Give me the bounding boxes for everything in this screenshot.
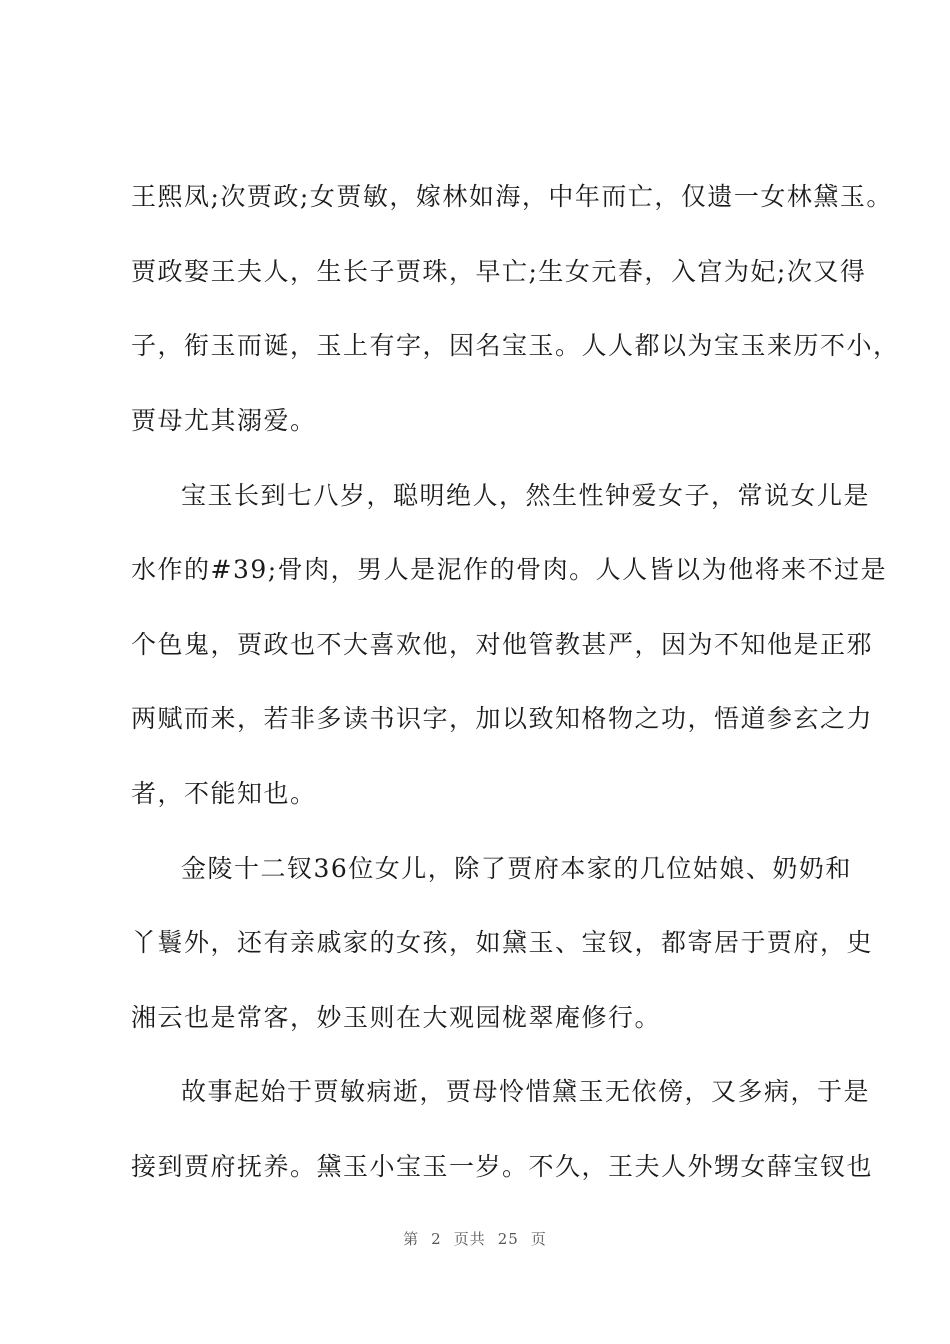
text-line: 个色鬼，贾政也不大喜欢他，对他管教甚严，因为不知他是正邪 bbox=[131, 630, 874, 659]
paragraph-start-line: 金陵十二钗36位女儿，除了贾府本家的几位姑娘、奶奶和 bbox=[181, 854, 852, 883]
total-pages-number: 25 bbox=[497, 1230, 519, 1248]
text-line: 两赋而来，若非多读书识字，加以致知格物之功，悟道参玄之力 bbox=[131, 704, 874, 733]
current-page-number: 2 bbox=[431, 1230, 442, 1248]
footer-prefix: 第 bbox=[403, 1230, 420, 1248]
text-line: 子，衔玉而诞，玉上有字，因名宝玉。人人都以为宝玉来历不小， bbox=[131, 331, 900, 360]
footer-suffix: 页 bbox=[530, 1230, 547, 1248]
footer-middle: 页共 bbox=[453, 1230, 486, 1248]
text-line: 王熙凤;次贾政;女贾敏，嫁林如海，中年而亡，仅遗一女林黛玉。 bbox=[131, 182, 893, 211]
paragraph-start-line: 故事起始于贾敏病逝，贾母怜惜黛玉无依傍，又多病，于是 bbox=[181, 1077, 871, 1106]
text-line: 贾母尤其溺爱。 bbox=[131, 406, 317, 435]
page-footer bbox=[0, 1228, 950, 1249]
text-line: 水作的#39;骨肉，男人是泥作的骨肉。人人皆以为他将来不过是 bbox=[131, 555, 888, 584]
paragraph-start-line: 宝玉长到七八岁，聪明绝人，然生性钟爱女子，常说女儿是 bbox=[181, 481, 871, 510]
text-line: 丫鬟外，还有亲戚家的女孩，如黛玉、宝钗，都寄居于贾府，史 bbox=[131, 928, 874, 957]
text-line: 接到贾府抚养。黛玉小宝玉一岁。不久，王夫人外甥女薛宝钗也 bbox=[131, 1152, 874, 1181]
text-line: 者，不能知也。 bbox=[131, 779, 317, 808]
text-line: 贾政娶王夫人，生长子贾珠，早亡;生女元春，入宫为妃;次又得 bbox=[131, 257, 867, 286]
text-line: 湘云也是常客，妙玉则在大观园栊翠庵修行。 bbox=[131, 1003, 662, 1032]
